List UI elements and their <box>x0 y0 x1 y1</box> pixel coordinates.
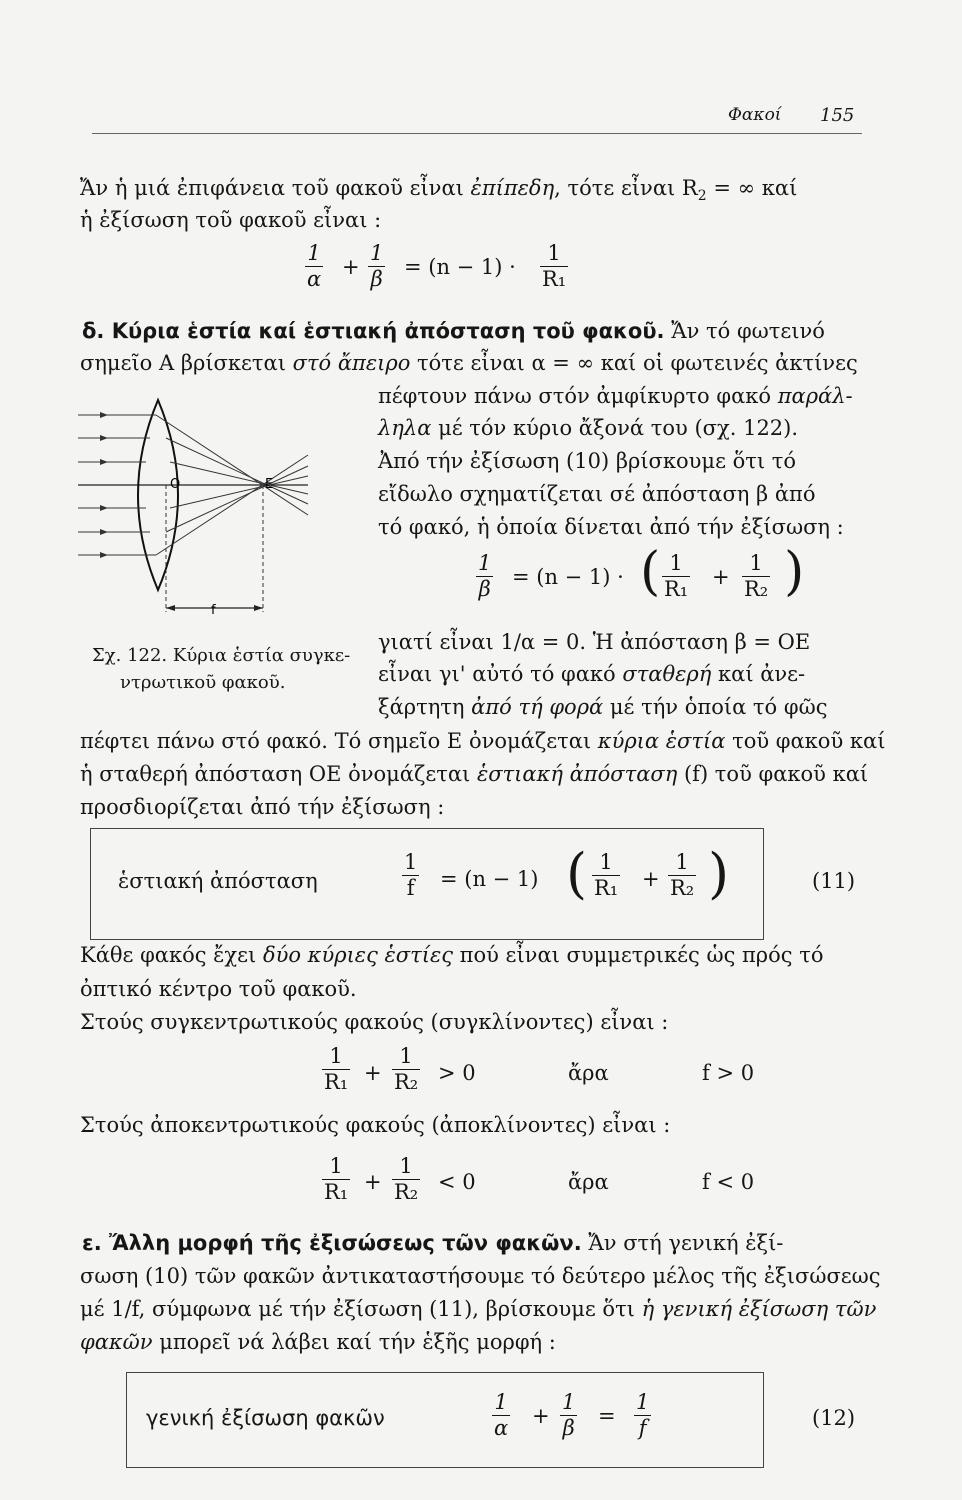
section-e-heading: ε. Ἄλλη μορφή τῆς ἐξισώσεως τῶν φακῶν. Ἄν στή γενική ἐξί- <box>82 1231 784 1255</box>
page-number: 155 <box>820 105 855 126</box>
section-d-line3: πέφτουν πάνω στόν ἀμφίκυρτο φακό παράλ- <box>378 384 853 408</box>
section-d-heading: δ. Κύρια ἑστία καί ἑστιακή ἀπόσταση τοῦ φακοῦ. Ἄν τό φωτεινό <box>82 319 825 343</box>
section-d-line6: εἴδωλο σχηματίζεται σέ ἀπόσταση β ἀπό <box>378 482 816 506</box>
running-head-title: Φακοί <box>728 105 782 125</box>
para1-line2: ἡ ἐξίσωση τοῦ φακοῦ εἶναι : <box>80 208 382 232</box>
para3-line3: Στούς συγκεντρωτικούς φακούς (συγκλίνοντες) εἶναι : <box>80 1010 669 1034</box>
section-d-line5: Ἀπό τήν ἐξίσωση (10) βρίσκουμε ὅτι τό <box>378 449 797 473</box>
lens-diagram <box>78 380 348 630</box>
para3-line1: Κάθε φακός ἔχει δύο κύριες ἑστίες πού εἶναι συμμετρικές ὡς πρός τό <box>80 943 824 967</box>
figure-caption-line2: ντρωτικοῦ φακοῦ. <box>120 672 286 693</box>
para1-line1: Ἄν ἡ μιά ἐπιφάνεια τοῦ φακοῦ εἶναι ἐπίπεδη, τότε εἶναι $R_2$ = ∞ καί <box>80 176 798 205</box>
section-e-line4: φακῶν μπορεῖ νά λάβει καί τήν ἑξῆς μορφή : <box>80 1330 556 1354</box>
section-e-line2: σωση (10) τῶν φακῶν ἀντικαταστήσουμε τό δεύτερο μέλος τῆς ἐξισώσεως <box>80 1264 881 1288</box>
section-d-line2: σημεῖο Α βρίσκεται στό ἄπειρο τότε εἶναι α = ∞ καί οἱ φωτεινές ἀκτίνες <box>80 351 858 375</box>
section-d-line7: τό φακό, ἡ ὁποία δίνεται ἀπό τήν ἐξίσωση : <box>378 515 844 539</box>
figure-caption-line1: Σχ. 122. Κύρια ἑστία συγκε- <box>92 645 351 666</box>
label-e: E <box>265 477 274 492</box>
para2-line1: γιατί εἶναι 1/α = 0. Ἡ ἀπόσταση β = ΟΕ <box>378 630 811 654</box>
para2-line6: προσδιορίζεται ἀπό τήν ἐξίσωση : <box>80 795 445 819</box>
label-o: O <box>170 477 181 492</box>
label-f: f <box>211 603 216 618</box>
section-d-line4: ληλα μέ τόν κύριο ἄξονά του (σχ. 122). <box>378 416 799 440</box>
para3-line4: Στούς ἀποκεντρωτικούς φακούς (ἀποκλίνοντες) εἶναι : <box>80 1113 671 1137</box>
para2-line4: πέφτει πάνω στό φακό. Τό σημεῖο Ε ὀνομάζεται κύρια ἑστία τοῦ φακοῦ καί <box>80 729 886 753</box>
section-e-line3: μέ 1/f, σύμφωνα μέ τήν ἐξίσωση (11), βρίσκουμε ὅτι ἡ γενική ἐξίσωση τῶν <box>80 1297 877 1321</box>
para2-line5: ἡ σταθερή ἀπόσταση ΟΕ ὀνομάζεται ἑστιακή ἀπόσταση (f) τοῦ φακοῦ καί <box>80 762 869 786</box>
para3-line2: ὀπτικό κέντρο τοῦ φακοῦ. <box>80 977 357 1001</box>
biconvex-lens <box>138 400 181 590</box>
para2-line3: ξάρτητη ἀπό τή φορά μέ τήν ὁποία τό φῶς <box>378 695 828 719</box>
para2-line2: εἶναι γι' αὐτό τό φακό σταθερή καί ἀνε- <box>378 662 806 686</box>
header-rule <box>92 133 862 134</box>
